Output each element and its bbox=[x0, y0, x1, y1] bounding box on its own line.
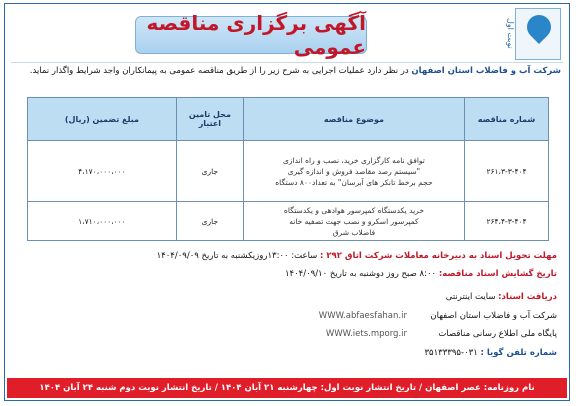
notice-frame bbox=[4, 3, 570, 401]
receive-line bbox=[446, 292, 557, 302]
tender-number: ۲۶۴،۴-۳-۴۰۴ bbox=[465, 202, 549, 241]
publication-footer bbox=[7, 378, 567, 398]
header-divider bbox=[11, 62, 563, 63]
site-link[interactable]: WWW.abfaesfahan.ir bbox=[318, 311, 407, 321]
tender-guarantee: ۴،۱۷۰،۰۰۰،۰۰۰ bbox=[28, 141, 177, 202]
deadline-value: ساعت: ۱۳:۰۰روزیکشنبه به تاریخ ۱۴۰۴/۰۹/۰۹ bbox=[156, 251, 320, 261]
tender-title-line: فاضلاب شرق bbox=[332, 227, 376, 237]
tender-title-line: حجم برخط تانکر های آبرسان" به تعداد۸۰۰ دستگاه bbox=[275, 177, 433, 187]
header-source: محل تامین اعتبار bbox=[176, 98, 243, 141]
company-name: شرکت آب و فاضلاب استان اصفهان bbox=[411, 66, 561, 76]
table-row bbox=[28, 202, 549, 241]
water-drop-logo-icon bbox=[522, 10, 556, 44]
receive-value: سایت اینترنتی bbox=[445, 292, 499, 302]
deadline-line bbox=[157, 251, 557, 261]
site-line bbox=[326, 329, 557, 339]
tender-title bbox=[243, 202, 464, 241]
table-row bbox=[28, 141, 549, 202]
phone-value: ۰۳۱-۳۵۱۳۳۳۹۵ bbox=[424, 348, 481, 358]
receive-label: دریافت اسناد: bbox=[498, 292, 557, 302]
intro-paragraph bbox=[13, 66, 561, 76]
notice-title: آگهی برگزاری مناقصه عمومی bbox=[146, 11, 366, 59]
site-link[interactable]: WWW.iets.mporg.ir bbox=[325, 329, 407, 339]
site-line bbox=[319, 311, 557, 321]
phone-line bbox=[424, 348, 557, 358]
site-name: شرکت آب و فاضلاب استان اصفهان bbox=[430, 311, 557, 321]
tender-guarantee: ۱،۷۱۰،۰۰۰،۰۰۰ bbox=[28, 202, 177, 241]
tender-title bbox=[243, 141, 464, 202]
tender-number: ۲۶۱،۳-۳-۴۰۴ bbox=[465, 141, 549, 202]
tender-source: جاری bbox=[176, 202, 243, 241]
intro-text: در نظر دارد عملیات اجرایی به شرح زیر را از طریق مناقصه عمومی به پیمانکاران واجد شرایط واگذار نماید. bbox=[29, 66, 412, 76]
tender-title-line: خرید یکدستگاه کمپرسور هوادهی و یکدستگاه bbox=[283, 205, 424, 215]
header-number: شماره مناقصه bbox=[465, 98, 549, 141]
site-name: پایگاه ملی اطلاع رسانی مناقصات bbox=[438, 329, 557, 339]
tender-title-line: "سیستم رصد مقاصد فروش و اندازه گیری bbox=[287, 166, 421, 176]
opening-value: ۸:۰۰ صبح روز دوشنبه به تاریخ ۱۴۰۴/۰۹/۱۰ bbox=[284, 269, 439, 279]
notice-header bbox=[5, 4, 569, 62]
deadline-label: مهلت تحویل اسناد به دبیرخانه معاملات شرکت اتاق ۲۹۲ : bbox=[320, 251, 557, 261]
title-banner bbox=[135, 11, 367, 59]
phone-label: شماره تلفن گویا : bbox=[480, 348, 557, 358]
tender-title-line: توافق نامه کارگزاری خرید، نصب و راه اندازی bbox=[283, 155, 425, 165]
header-title: موضوع مناقصه bbox=[243, 98, 464, 141]
header-guarantee: مبلغ تضمین (ریال) bbox=[28, 98, 177, 141]
tender-source: جاری bbox=[176, 141, 243, 202]
opening-line bbox=[285, 269, 557, 279]
opening-label: تاریخ گشایش اسناد مناقصه: bbox=[438, 269, 557, 279]
company-logo bbox=[515, 8, 561, 60]
footer-text: نام روزنامه: عصر اصفهان / تاریخ انتشار نوبت اول: چهارشنبه ۲۱ آبان ۱۴۰۴ / تاریخ انتشار نوبت دوم شنبه ۲۴ آبان ۱۴۰۴ bbox=[39, 383, 535, 393]
table-header-row bbox=[28, 98, 549, 141]
round-label: نوبت اول bbox=[506, 17, 515, 49]
tender-title-line: کمپرسور اسکرو و نصب جهت تصفیه خانه bbox=[289, 216, 419, 226]
tender-table bbox=[27, 97, 549, 241]
